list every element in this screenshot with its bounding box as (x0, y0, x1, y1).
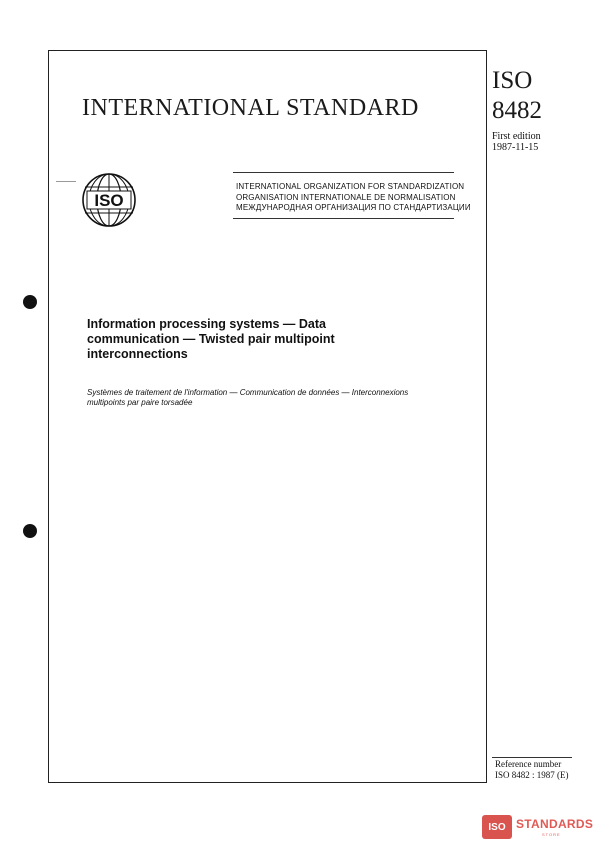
title-line: Systèmes de traitement de l'information — Communication de données — Interconnexions (87, 388, 409, 397)
document-title-english (87, 317, 387, 362)
title-line: communication — Twisted pair multipoint (87, 332, 335, 346)
left-rule (56, 181, 76, 182)
edition-label: First edition (492, 131, 541, 142)
org-bottom-rule (233, 218, 454, 219)
document-title-french (87, 388, 457, 408)
page-frame (48, 50, 487, 783)
punch-hole-dot (23, 524, 37, 538)
store-sub: STORE (542, 832, 561, 837)
org-name-fr: ORGANISATION INTERNATIONALE DE NORMALISATION (236, 192, 456, 202)
store-name: STANDARDS (516, 817, 594, 831)
store-badge: ISO (482, 815, 512, 839)
iso-globe-logo (81, 172, 137, 228)
organization-names (236, 182, 471, 214)
title-line: interconnections (87, 347, 188, 361)
edition-date: 1987-11-15 (492, 142, 539, 153)
reference-rule (492, 757, 572, 758)
org-name-en: INTERNATIONAL ORGANIZATION FOR STANDARDIZATION (236, 182, 465, 191)
reference-number-block (495, 759, 569, 780)
logo-text: ISO (94, 191, 124, 210)
edition-info (492, 131, 541, 153)
iso-label: ISO (492, 67, 533, 94)
iso-number: 8482 (492, 97, 542, 124)
reference-number: ISO 8482 : 1987 (E) (495, 769, 569, 780)
punch-hole-dot (23, 295, 37, 309)
title-line: Information processing systems — Data (87, 317, 326, 331)
store-watermark (482, 813, 594, 843)
iso-code (492, 66, 572, 126)
org-top-rule (233, 172, 454, 173)
org-name-ru: МЕЖДУНАРОДНАЯ ОРГАНИЗАЦИЯ ПО СТАНДАРТИЗАЦИИ (236, 203, 471, 212)
title-line: multipoints par paire torsadée (87, 398, 193, 407)
standard-type-heading: INTERNATIONAL STANDARD (82, 95, 419, 121)
reference-label: Reference number (495, 759, 562, 769)
